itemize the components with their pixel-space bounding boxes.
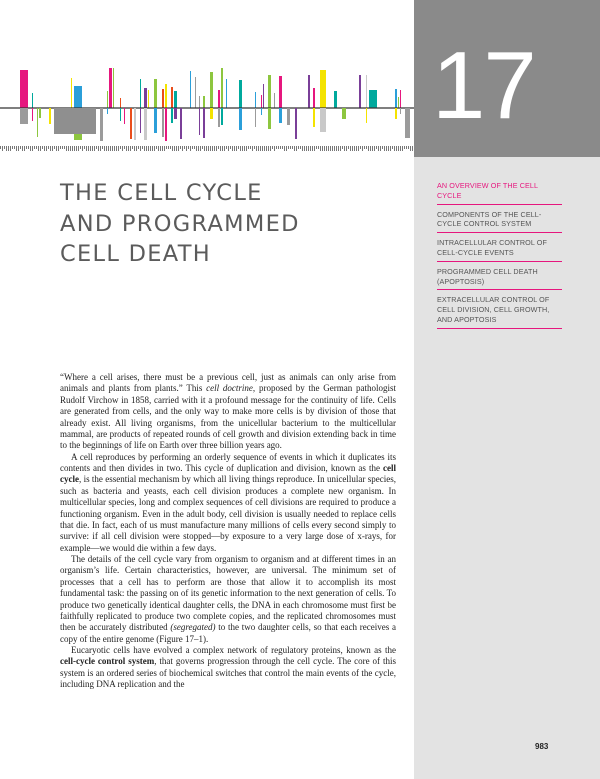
term-cell-cycle: cell cycle xyxy=(60,463,396,485)
chapter-contents xyxy=(437,180,562,333)
chapter-number-panel xyxy=(414,0,600,157)
body-text xyxy=(60,372,396,691)
paragraph: The details of the cell cycle vary from organism to organism and at different times in an organism’s life. Certain characteristics, however, are universal. The minimum set of processes that a cell has to perform are those that allow it to accomplish its most fundamental task: the passing on of its genetic information to the next generation of cells. To produce two genetically identical daughter cells, the DNA in each chromosome must first be faithfully replicated to produce two complete copies, and the replicated chromosomes must then be accurately distributed (segregated) to the two daughter cells, so that each receives a copy of the entire genome (Figure 17–1). xyxy=(60,554,396,644)
chapter-number: 17 xyxy=(432,32,535,139)
term-segregated: (segregated) xyxy=(170,622,216,633)
term-cell-cycle-control-system: cell-cycle control system xyxy=(60,656,155,667)
decorative-barcode-graphic xyxy=(0,0,414,157)
page-number: 983 xyxy=(535,742,549,751)
toc-item[interactable]: EXTRACELLULAR CONTROL OF CELL DIVISION, CELL GROWTH, AND APOPTOSIS xyxy=(437,294,562,328)
toc-item[interactable]: AN OVERVIEW OF THE CELL CYCLE xyxy=(437,180,562,205)
paragraph: “Where a cell arises, there must be a previous cell, just as animals can only arise from animals and plants from plants.” This cell doctrine, proposed by the German pathologist Rudolf Virchow in 1858, carried with it a profound message for the continuity of life. Cells are generated from cells, and the only way to make more cells is by division of those that already exist. All living organisms, from the unicellular bacterium to the multicellular mammal, are products of repeated rounds of cell growth and division extending back in time to the beginnings of life on Earth over three billion years ago. xyxy=(60,372,397,451)
chapter-title-line: THE CELL CYCLE xyxy=(60,180,263,206)
toc-item[interactable]: COMPONENTS OF THE CELL-CYCLE CONTROL SYSTEM xyxy=(437,209,562,234)
chapter-title xyxy=(60,178,390,270)
term-cell-doctrine: cell doctrine, xyxy=(206,383,256,394)
paragraph: A cell reproduces by performing an orderly sequence of events in which it duplicates its contents and then divides in two. This cycle of duplication and division, known as the cell cycle, is the essential mechanism by which all living things reproduce. In unicellular species, such as bacteria and yeasts, each cell division produces a complete new organism. In multicellular species, long and complex sequences of cell divisions are required to produce a functioning organism. Even in the adult body, cell division is usually needed to replace cells that die. In fact, each of us must manufacture many millions of cells every second simply to survive: if all cell division were stopped—by exposure to a very large dose of x-rays, for example—we would die within a few days. xyxy=(60,451,396,553)
chapter-title-line: CELL DEATH xyxy=(60,241,211,267)
chapter-sidebar xyxy=(414,0,600,779)
toc-item[interactable]: PROGRAMMED CELL DEATH (APOPTOSIS) xyxy=(437,266,562,291)
toc-item[interactable]: INTRACELLULAR CONTROL OF CELL-CYCLE EVENTS xyxy=(437,237,562,262)
paragraph: Eucaryotic cells have evolved a complex network of regulatory proteins, known as the cell-cycle control system, that governs progression through the cell cycle. The core of this system is an ordered series of biochemical switches that control the main events of the cycle, including DNA replication and the xyxy=(60,645,396,690)
chapter-title-line: AND PROGRAMMED xyxy=(60,210,300,237)
